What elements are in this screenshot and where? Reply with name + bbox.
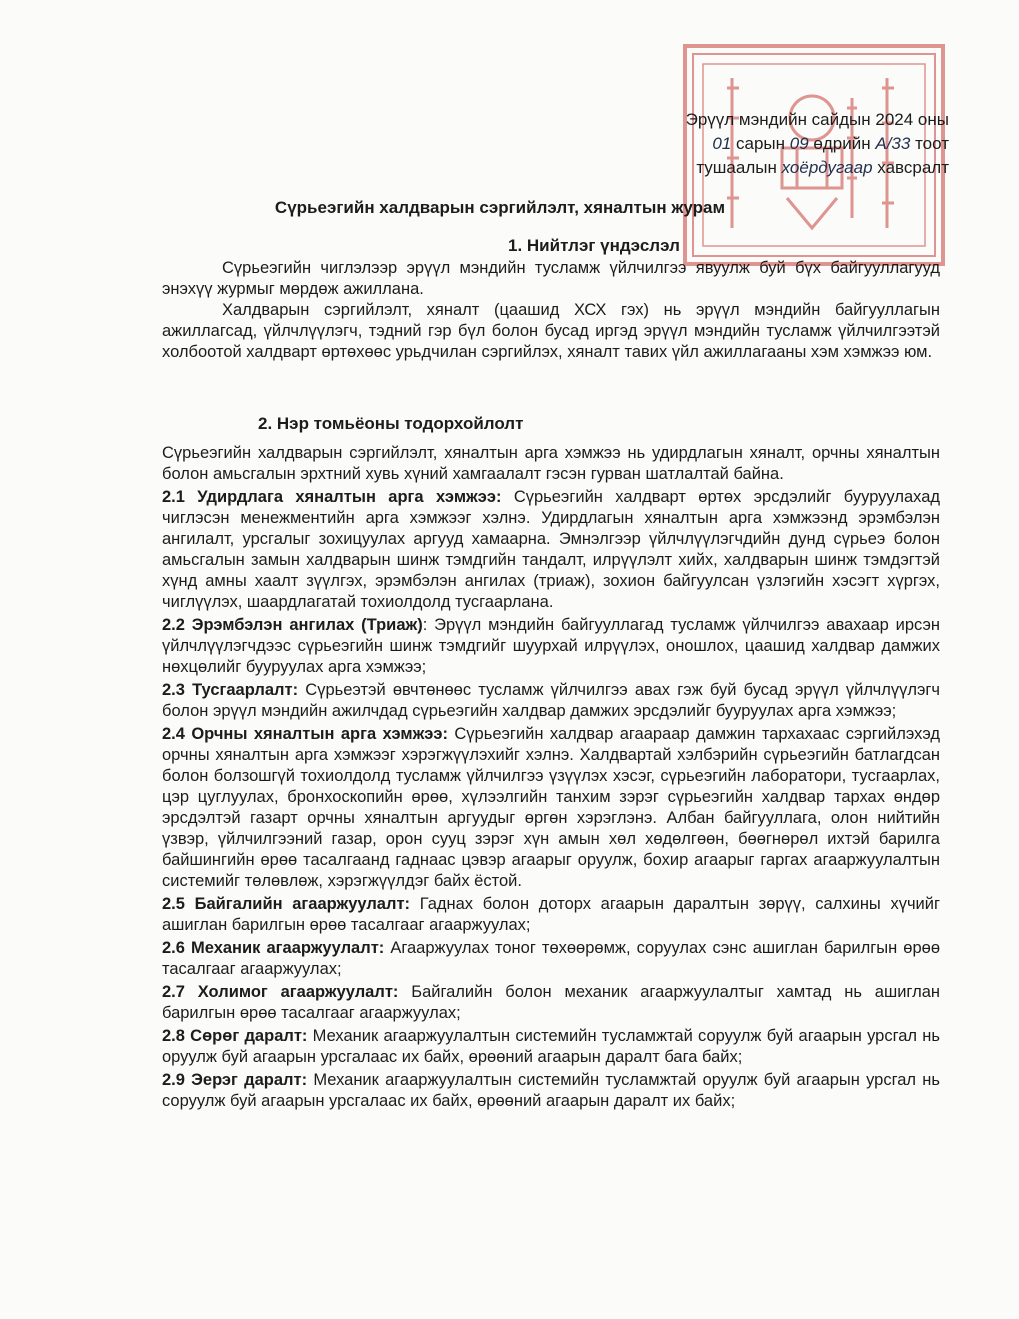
approval-header	[619, 108, 949, 180]
definition-item: 2.9 Эерэг даралт: Механик агааржуулалтын системийн тусламжтай оруулж буй агаарын урсгал нь соруулж буй агаарын урсгалаас их байх, өрөөний агаарын даралт их байх;	[162, 1071, 940, 1110]
definition-item: 2.2 Эрэмбэлэн ангилах (Триаж): Эрүүл мэндийн байгууллагад тусламж үйлчилгээ авахаар ирсэн үйлчлүүлэгчдээс сүрьеэгийн шинж тэмдгийг шуурхай илрүүлэх, оношлох, цаашид халдвар дамжих нөхцөлийг бууруулах арга хэмжээ;	[162, 616, 940, 676]
definition-item: 2.3 Тусгаарлалт: Сүрьеэтэй өвчтөнөөс тусламж үйлчилгээ авах гэж буй бусад эрүүл үйлчлүүлэгч болон эрүүл мэндийн ажилчдад сүрьеэгийн халдвар дамжих эрсдэлийг бууруулах арга хэмжээ;	[162, 681, 940, 720]
definition-item: 2.8 Сөрөг даралт: Механик агааржуулалтын системийн тусламжтай соруулж буй агаарын урсгал нь оруулж буй агаарын урсгалаас их байх, өрөөний агаарын даралт бага байх;	[162, 1027, 941, 1066]
header-order-number-hand: А/33	[875, 134, 911, 153]
header-line-2: 01 сарын 09 өдрийн А/33 тоот	[712, 134, 949, 153]
definition-item: 2.7 Холимог агааржуулалт: Байгалийн болон механик агааржуулалтыг хамтад нь ашиглан барилгын өрөө тасалгааг агааржуулах;	[162, 983, 940, 1022]
section-1-paragraph-2: Халдварын сэргийлэлт, хяналт (цаашид ХСХ гэх) нь эрүүл мэндийн байгууллагын ажиллагсад, үйлчлүүлэгч, тэдний гэр бүл болон бусад иргэд эрүүл мэндийн тусламж үйлчилгээтэй холбоотой халдварт өртөхөөс урьдчилан сэргийлэх, хяналт тавих үйл ажиллагааны хэм хэмжээ юм.	[162, 301, 940, 361]
definition-item: 2.1 Удирдлага хяналтын арга хэмжээ: Сүрьеэгийн халдварт өртөх эрсдэлийг бууруулахад чиглэсэн менежментийн арга хэмжээг хэлнэ. Удирдлагын хяналтын арга хэмжээнд эрэмбэлэн ангилалт, урсгалыг зохицуулах аргууд хамаарна. Эмнэлгээр үйлчлүүлэгчдийн дунд сүрьеэ болон амьсгалын замын халдварын шинж тэмдгийн тандалт, илрүүлэлт хийх, халдварын шинж тэмдэгтэй хүнд амны хаалт зүүлгэх, эрэмбэлэн ангилах (триаж), зохион байгуулсан үзлэгийн хэсэгт хүргэх, чиглүүлэх, шаардлагатай тохиолдолд тусгаарлана.	[162, 488, 940, 611]
section-1-body	[162, 258, 940, 363]
header-line-3: тушаалын хоёрдугаар хавсралт	[696, 158, 949, 177]
header-day-hand: 09	[789, 134, 809, 153]
definition-item: 2.4 Орчны хяналтын арга хэмжээ: Сүрьеэгийн халдвар агаараар дамжин тархахаас сэргийлэхэд орчны хяналтын арга хэмжээг хэрэгжүүлэхийг хэлнэ. Халдвартай хэлбэрийн сүрьеэгийн батлагдсан болон болзошгүй тохиолдолд тусламж үйлчилгээ үзүүлэх хэсэг, сүрьеэгийн лаборатори, тусгаарлах, цэр цуглуулах, бронхоскопийн өрөө, хүлээлгийн танхим зэрэг сүрьеэгийн халдвар тархах өндөр эрсдэлтэй газарт орчны хяналтын аргуудыг өргөн хэрэглэнэ. Албан байгууллага, олон нийтийн үзвэр, үйлчилгээний газар, орон сууц зэрэг хүн амын хөл хөдөлгөөн, бөөгнөрөл ихтэй барилга байшингийн өрөө тасалгаанд гаднаас цэвэр агаарыг оруулж, бохир агаарыг гаргах агааржуулалтын системийг төлөвлөж, хэрэгжүүлдэг байх ёстой.	[162, 725, 941, 890]
section-2-body	[162, 443, 940, 1112]
section-2-heading: 2. Нэр томьёоны тодорхойлолт	[258, 414, 524, 433]
section-2-intro: Сүрьеэгийн халдварын сэргийлэлт, хяналтын арга хэмжээ нь удирдлагын хяналт, орчны хяналтын болон амьсгалын эрхтний хувь хүний хамгаалалт гэсэн гурван шатлалтай байна.	[162, 444, 940, 483]
definition-item: 2.5 Байгалийн агааржуулалт: Гаднах болон доторх агаарын даралтын зөрүү, салхины хүчийг ашиглан барилгын өрөө тасалгааг агааржуулах;	[162, 895, 940, 934]
header-line-1: Эрүүл мэндийн сайдын 2024 оны	[685, 110, 949, 129]
section-1-paragraph-1: Сүрьеэгийн чиглэлээр эрүүл мэндийн тусламж үйлчилгээ явуулж буй бүх байгууллагууд энэхүү журмыг мөрдөж ажиллана.	[162, 259, 940, 298]
definition-item: 2.6 Механик агааржуулалт: Агааржуулах тоног төхөөрөмж, соруулах сэнс ашиглан барилгын өрөө тасалгааг агааржуулах;	[162, 939, 940, 978]
header-month-hand: 01	[712, 134, 732, 153]
document-title: Сүрьеэгийн халдварын сэргийлэлт, хяналтын журам	[274, 198, 726, 217]
section-1-heading: 1. Нийтлэг үндэслэл	[508, 236, 680, 255]
